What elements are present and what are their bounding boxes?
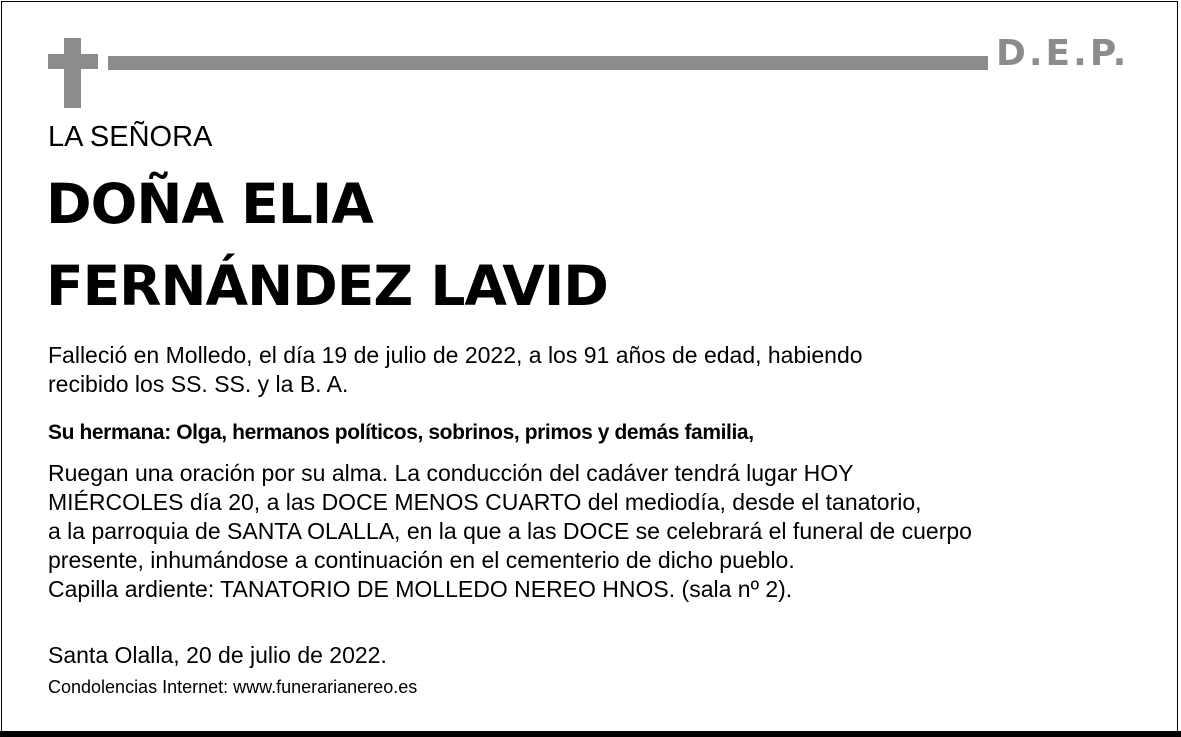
deceased-name-line-2: FERNÁNDEZ LAVID [46,254,608,318]
bottom-border [0,731,1181,737]
cross-icon [48,38,98,108]
place-date: Santa Olalla, 20 de julio de 2022. [48,642,387,668]
service-line: Capilla ardiente: TANATORIO DE MOLLEDO NEREO HNOS. (sala nº 2). [48,576,793,602]
death-announcement [48,341,863,399]
service-line: presente, inhumándose a continuación en el cementerio de dicho pueblo. [48,547,795,573]
condolences-link[interactable]: Condolencias Internet: www.funerarianereo.es [48,677,418,697]
header-divider [108,56,988,70]
service-line: Ruegan una oración por su alma. La conducción del cadáver tendrá lugar HOY [48,460,854,486]
service-line: a la parroquia de SANTA OLALLA, en la que a las DOCE se celebrará el funeral de cuerpo [48,518,972,544]
honorific: LA SEÑORA [48,121,213,153]
family-list: Su hermana: Olga, hermanos políticos, sobrinos, primos y demás familia, [48,421,754,444]
dep-label: D.E.P. [996,33,1130,74]
deceased-name-line-1: DOÑA ELIA [46,172,373,236]
death-line: Falleció en Molledo, el día 19 de julio de 2022, a los 91 años de edad, habiendo [48,342,863,368]
service-line: MIÉRCOLES día 20, a las DOCE MENOS CUARTO del mediodía, desde el tanatorio, [48,489,922,515]
death-line: recibido los SS. SS. y la B. A. [48,371,349,397]
service-details [48,459,972,604]
